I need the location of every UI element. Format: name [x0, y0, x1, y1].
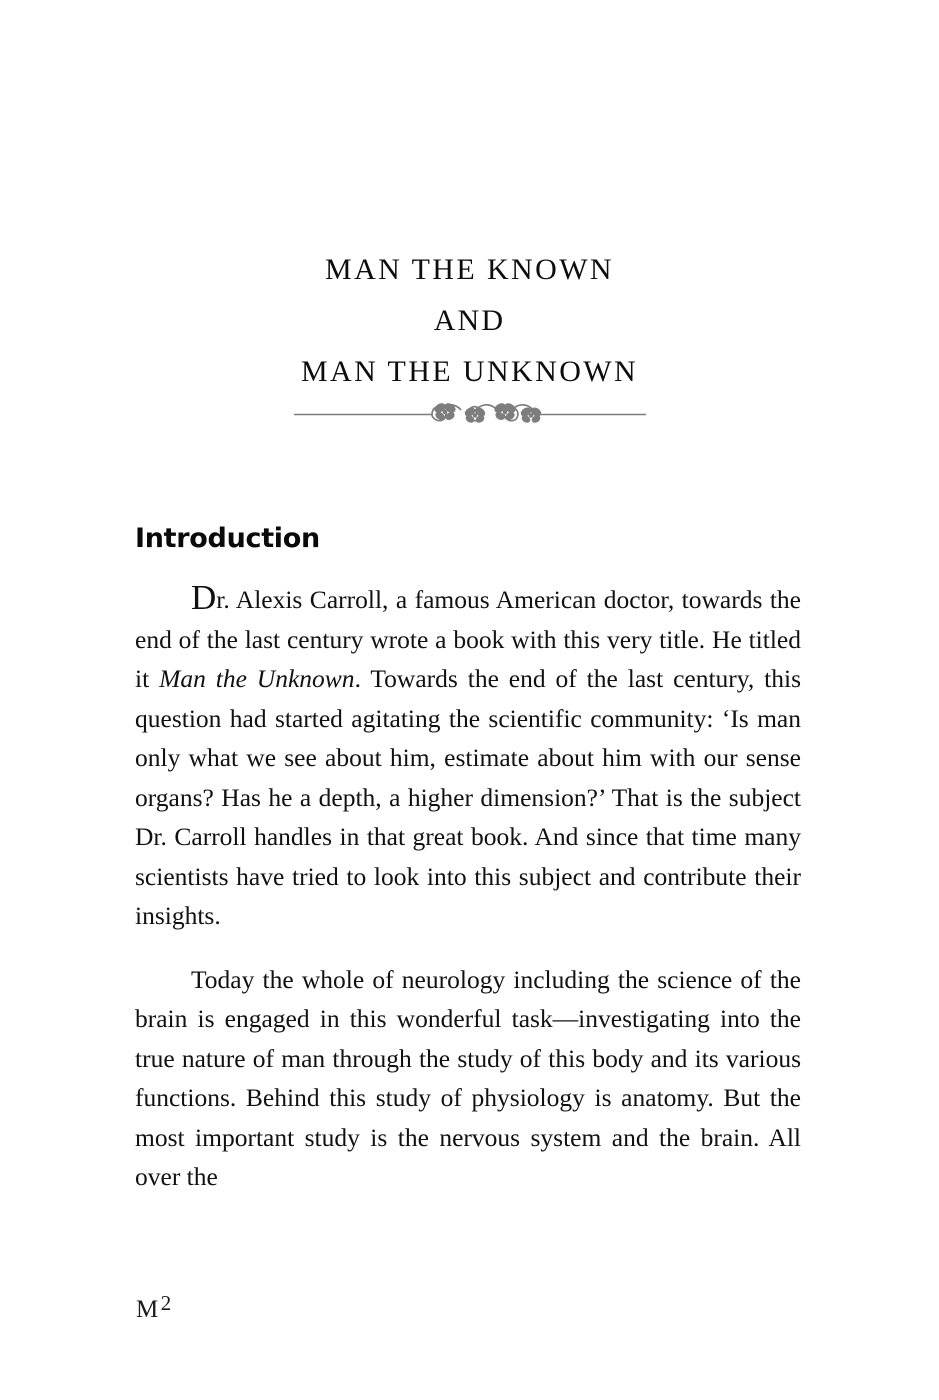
- paragraph-1-part-2: . Towards the end of the last century, this question had started agitating the scientific community: ‘Is man only what we see about him, estimate about him with our sense organs? Has he a depth, a higher dimension?’ That is the subject Dr. Carroll handles in that great book. And since that time many scientists have tried to look into this subject and contribute their insights.: [135, 664, 802, 930]
- section-heading-introduction: Introduction: [135, 523, 320, 554]
- title-line-2: AND: [433, 304, 506, 337]
- paragraph-1-book-title: Man the Unknown: [159, 664, 355, 693]
- page-number: 2: [160, 1291, 172, 1315]
- paragraph-2: [135, 960, 801, 1197]
- body-copy: [135, 580, 801, 1197]
- book-title-block: [0, 244, 939, 397]
- floral-vine-ornament-icon: [294, 399, 646, 425]
- ornamental-divider: [294, 399, 646, 425]
- paragraph-1-dropcap: D: [191, 578, 217, 617]
- page-footer: [136, 1291, 172, 1324]
- title-line-3: MAN THE UNKNOWN: [300, 355, 639, 388]
- title-line-1: MAN THE KNOWN: [325, 253, 614, 286]
- paragraph-1: [135, 580, 801, 936]
- paragraph-2-text: Today the whole of neurology including the science of the brain is engaged in this wonderful task—investigating into the true nature of man through the study of this body and its various functions. Behind this study of physiology is anatomy. But the most important study is the nervous system and the brain. All over the: [135, 964, 801, 1191]
- paragraph-1-part-1: r. Alexis Carroll, a famous American doctor, towards the end of the last century wrote a book with this very title. He titled it: [135, 585, 801, 693]
- footer-mark: M: [136, 1296, 159, 1323]
